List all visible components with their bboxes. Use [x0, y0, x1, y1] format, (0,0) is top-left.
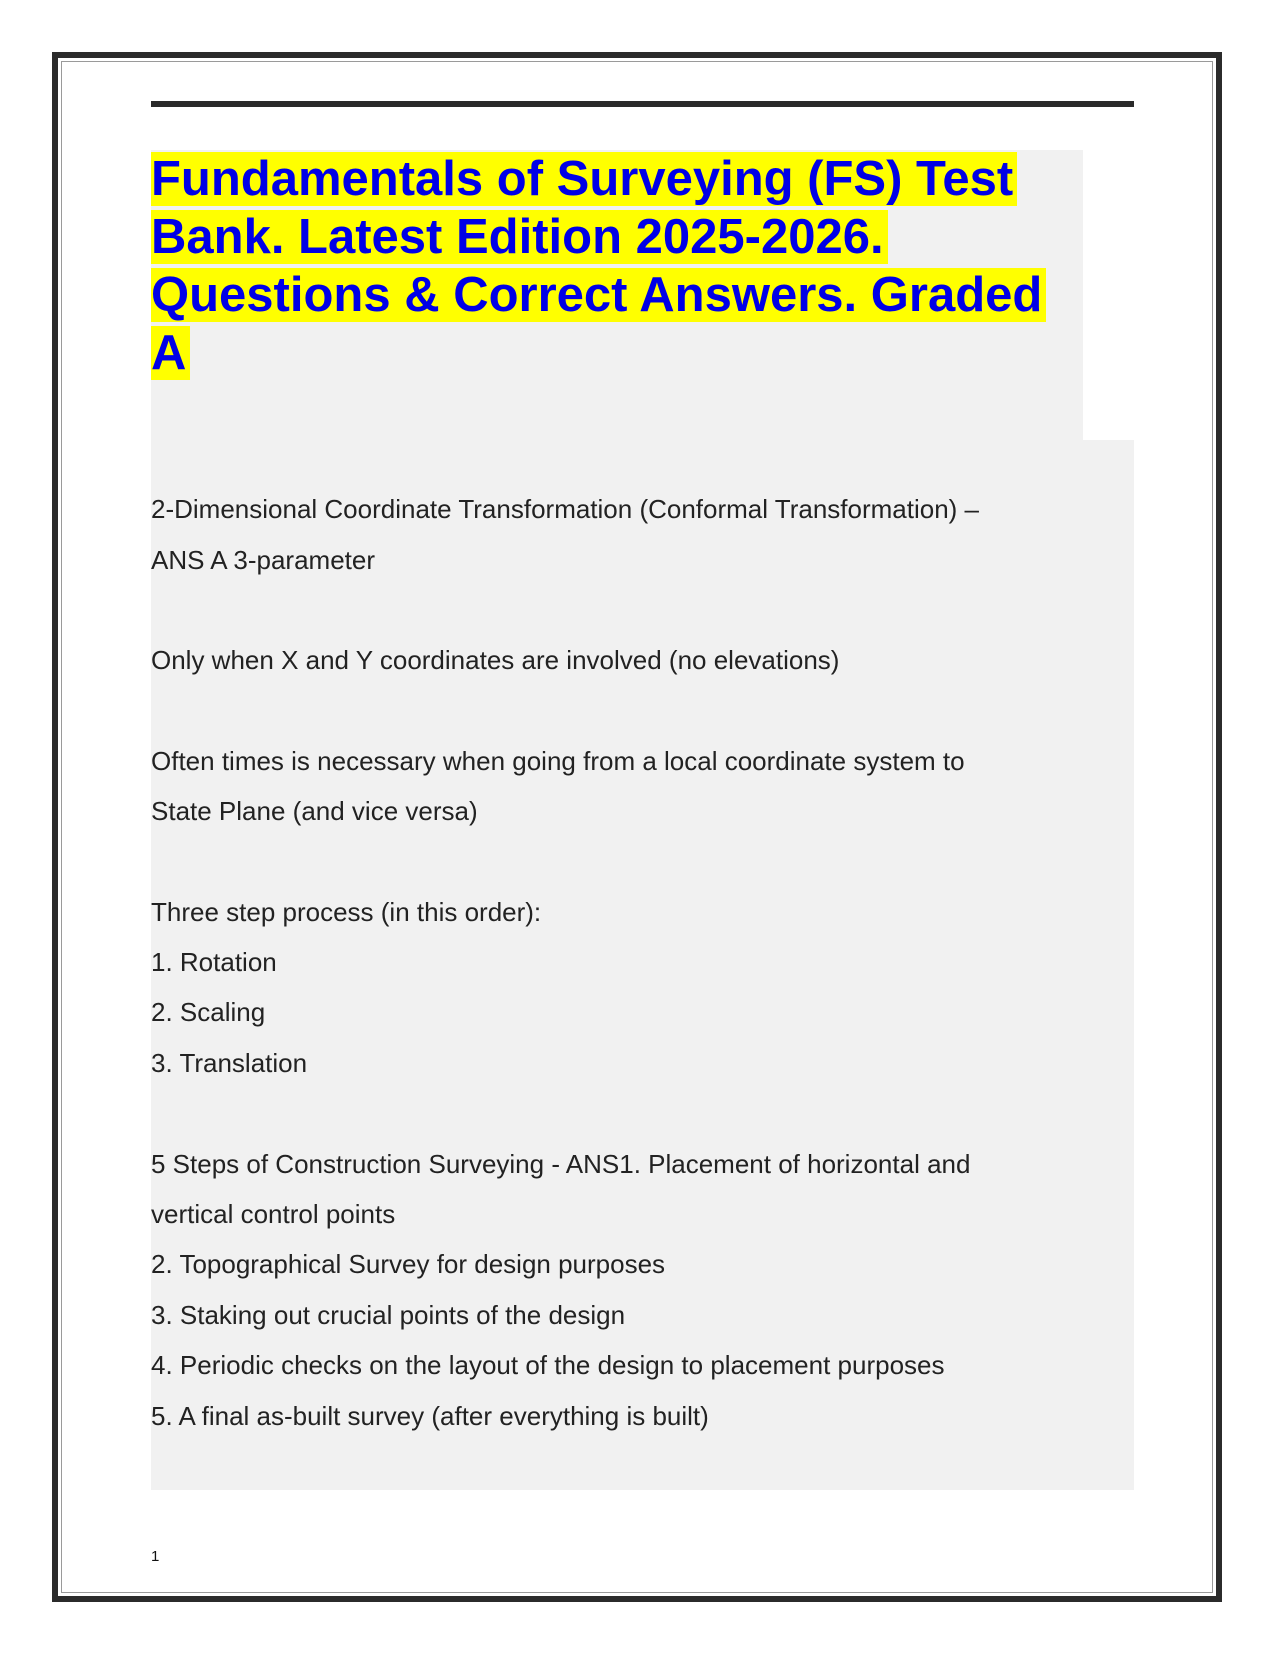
- header-rule: [151, 101, 1134, 107]
- document-title: [151, 150, 1083, 382]
- list-item: 2. Topographical Survey for design purposes: [151, 1249, 666, 1279]
- title-line: Questions & Correct Answers. Graded: [151, 268, 1046, 322]
- list-item: 3. Staking out crucial points of the design: [151, 1300, 626, 1330]
- list-item: 3. Translation: [151, 1048, 308, 1078]
- body-line: State Plane (and vice versa): [151, 796, 478, 826]
- title-line: Fundamentals of Surveying (FS) Test: [151, 152, 1017, 206]
- list-item: 2. Scaling: [151, 997, 266, 1027]
- body-line: Only when X and Y coordinates are involved (no elevations): [151, 645, 840, 675]
- list-item: 4. Periodic checks on the layout of the design to placement purposes: [151, 1350, 945, 1380]
- body-line: 2-Dimensional Coordinate Transformation (Conformal Transformation) –: [151, 494, 980, 524]
- title-line: Bank. Latest Edition 2025-2026.: [151, 210, 888, 264]
- body-line: 5 Steps of Construction Surveying - ANS1. Placement of horizontal and: [151, 1149, 971, 1179]
- title-block: [151, 150, 1083, 440]
- body-line: Often times is necessary when going from a local coordinate system to: [151, 746, 965, 776]
- list-item: 1. Rotation: [151, 947, 277, 977]
- title-line: A: [151, 326, 190, 380]
- page-number: 1: [151, 1548, 160, 1565]
- body-line: ANS A 3-parameter: [151, 545, 375, 575]
- body-line: vertical control points: [151, 1199, 396, 1229]
- list-item: 5. A final as-built survey (after everything is built): [151, 1401, 709, 1431]
- body-line: Three step process (in this order):: [151, 897, 542, 927]
